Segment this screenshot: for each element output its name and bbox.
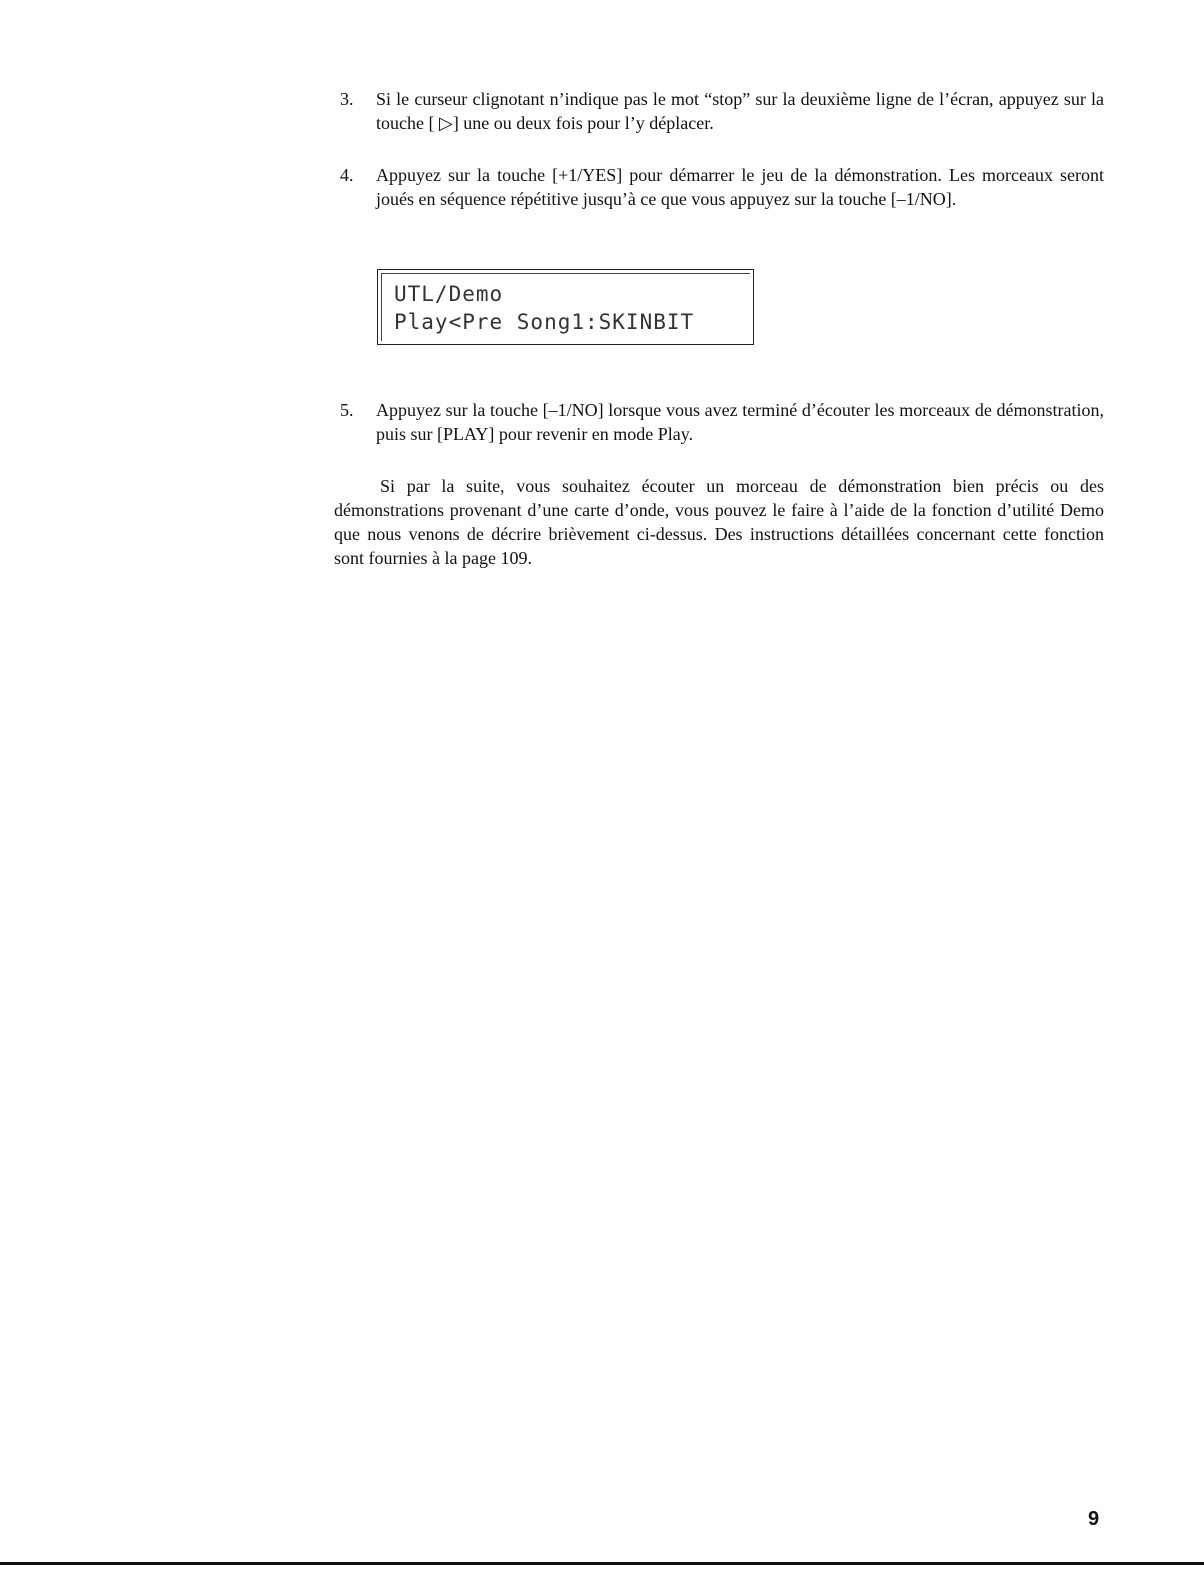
step-5 <box>334 398 1104 446</box>
lcd-line-2: Play<Pre Song1:SKINBIT <box>394 310 695 334</box>
lcd-line-1: UTL/Demo <box>394 282 504 306</box>
lcd-display <box>377 269 754 345</box>
step-4 <box>334 163 1104 211</box>
step-3 <box>334 87 1104 135</box>
step-text: Appuyez sur la touche [+1/YES] pour démarrer le jeu de la démonstration. Les morceaux seront joués en séquence répétitive jusqu’à ce que vous appuyez sur la touche [–1/NO]. <box>376 165 1104 209</box>
step-text: Appuyez sur la touche [–1/NO] lorsque vous avez terminé d’écouter les morceaux de démonstration, puis sur [PLAY] pour revenir en mode Play. <box>376 400 1104 444</box>
page-number: 9 <box>1088 1508 1100 1530</box>
body-paragraph: Si par la suite, vous souhaitez écouter un morceau de démonstration bien précis ou des démonstrations provenant d’une carte d’onde, vous pouvez le faire à l’aide de la fonction d’utilité Demo que nous venons de décrire brièvement ci-dessus. Des instructions détaillées concernant cette fonction sont fournies à la page 109. <box>334 476 1104 568</box>
step-number: 3. <box>340 89 354 109</box>
footer-rule <box>0 1562 1204 1565</box>
step-number: 5. <box>340 400 354 420</box>
step-number: 4. <box>340 165 354 185</box>
step-text: Si le curseur clignotant n’indique pas le mot “stop” sur la deuxième ligne de l’écran, appuyez sur la touche [ ▷] une ou deux fois pour l’y déplacer. <box>376 89 1104 133</box>
